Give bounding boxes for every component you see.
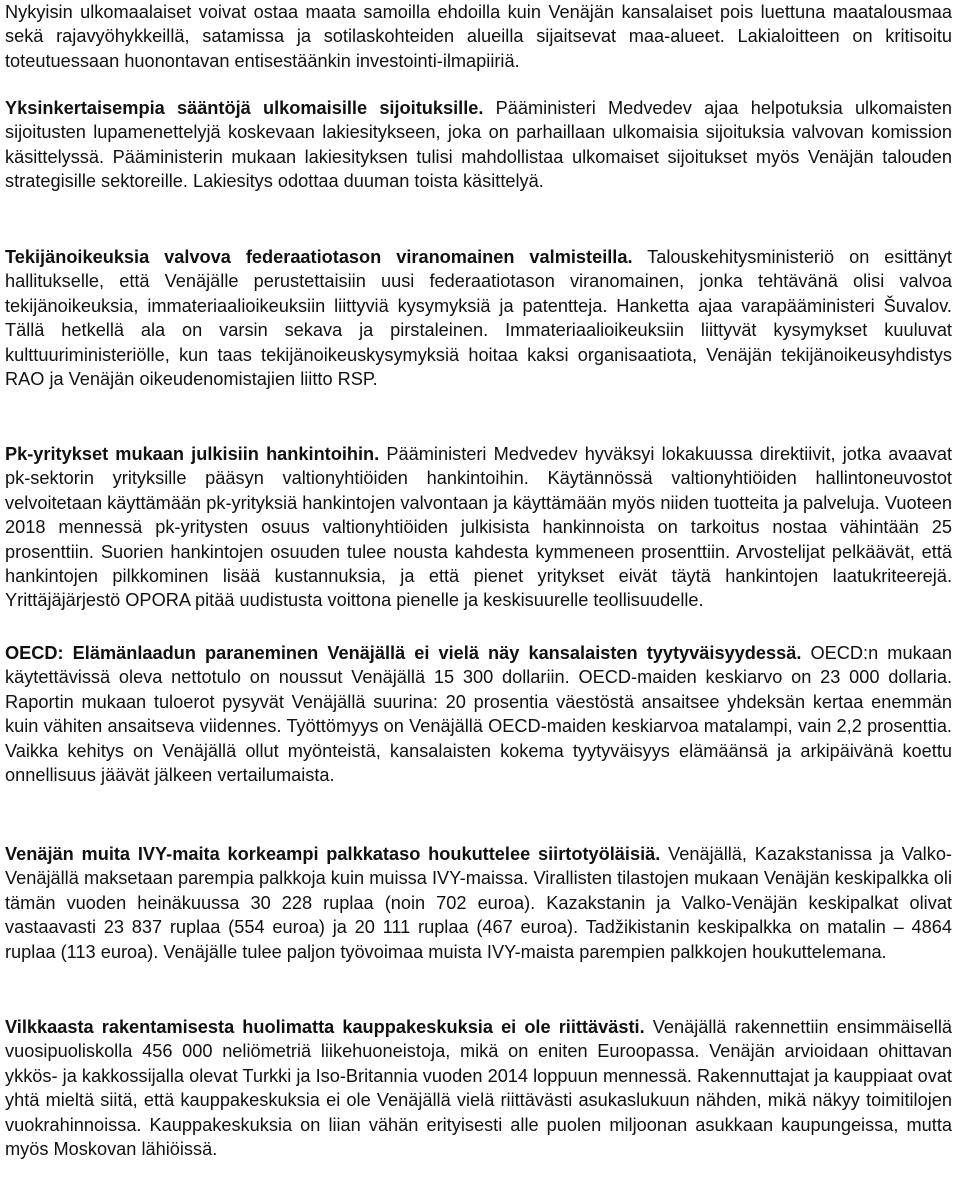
section-heading: Venäjän muita IVY-maita korkeampi palkkataso houkuttelee siirtotyöläisiä.	[5, 844, 661, 864]
section-heading: Pk-yritykset mukaan julkisiin hankintoihin.	[5, 444, 380, 464]
section-kauppakeskukset	[5, 1015, 952, 1161]
section-yksinkertaisempia	[5, 96, 952, 194]
section-body: Talouskehitysministeriö on esittänyt hallitukselle, että Venäjälle perustettaisiin uusi federaatiotason viranomainen, jonka tehtävänä olisi valvoa tekijänoikeuksia, immateriaalioikeuksiin liittyviä kysymyksiä ja patentteja. Hanketta ajaa varapääministeri Šuvalov. Tällä hetkellä ala on varsin sekava ja pirstaleinen. Immateriaalioikeuksiin liittyvät kysymykset kuuluvat kulttuuriministeriölle, kun taas tekijänoikeuskysymyksiä hoitaa kaksi organisaatiota, Venäjän tekijänoikeusyhdistys RAO ja Venäjän oikeudenomistajien liitto RSP.	[5, 247, 952, 390]
section-body: Pääministeri Medvedev ajaa helpotuksia ulkomaisten sijoitusten lupamenettelyjä koskevaan lakiesitykseen, joka on parhaillaan ulkomaisia sijoituksia valvovan komission käsittelyssä. Pääministerin mukaan lakiesityksen tulisi mahdollistaa ulkomaiset sijoitukset myös Venäjän talouden strategisille sektoreille. Lakiesitys odottaa duuman toista käsittelyä.	[5, 98, 952, 192]
section-oecd	[5, 641, 952, 787]
section-body: OECD:n mukaan käytettävissä oleva nettotulo on noussut Venäjällä 15 300 dollariin. OECD-maiden keskiarvo on 23 000 dollaria. Raportin mukaan tuloerot pysyvät Venäjällä suurina: 20 prosentia väestöstä ansaitsee yhdeksän kertaa enemmän kuin vähiten ansaitseva viidennes. Työttömyys on Venäjällä OECD-maiden keskiarvoa matalampi, vain 2,2 prosenttia. Vaikka kehitys on Venäjällä ollut myönteistä, kansalaisten kokema tyytyväisyys elämäänsä ja arkipäivänä koettu onnellisuus jäävät jälkeen vertailumaista.	[5, 643, 953, 786]
section-body: Pääministeri Medvedev hyväksyi lokakuussa direktiivit, jotka avaavat pk-sektorin yrityksille pääsyn valtionyhtiöiden hankintoihin. Käytännössä valtionyhtiöiden hallintoneuvostot velvoitetaan käyttämään pk-yrityksiä hankintojen valvontaan ja käyttämään myös niiden tuotteita ja palveluja. Vuoteen 2018 mennessä pk-yritysten osuus valtionyhtiöiden julkisista hankinnoista on tarkoitus nostaa vähintään 25 prosenttiin. Suorien hankintojen osuuden tulee nousta kahdesta kymmeneen prosenttiin. Arvostelijat pelkäävät, että hankintojen pilkkominen lisää kustannuksia, ja että pienet yritykset eivät täytä hankintojen laatukriteerejä. Yrittäjäjärjestö OPORA pitää uudistusta voittona pienelle ja keskisuurelle teollisuudelle.	[5, 444, 953, 611]
intro-text: Nykyisin ulkomaalaiset voivat ostaa maata samoilla ehdoilla kuin Venäjän kansalaiset pois luettuna maatalousmaa sekä rajavyöhykkeillä, satamissa ja sotilaskohteiden alueilla sijaitsevat maa-alueet. Lakialoitteen on kritisoitu toteutuessaan huonontavan entisestäänkin investointi-ilmapiiriä.	[5, 2, 952, 71]
section-heading: Vilkkaasta rakentamisesta huolimatta kauppakeskuksia ei ole riittävästi.	[5, 1017, 645, 1037]
section-pk-yritykset	[5, 442, 952, 613]
section-heading: Yksinkertaisempia sääntöjä ulkomaisille sijoituksille.	[5, 98, 484, 118]
section-heading: OECD: Elämänlaadun paraneminen Venäjällä ei vielä näy kansalaisten tyytyväisyydessä.	[5, 643, 802, 663]
section-palkkataso	[5, 842, 952, 964]
section-body: Venäjällä rakennettiin ensimmäisellä vuosipuoliskolla 456 000 neliömetriä liikehuoneistoja, mikä on eniten Euroopassa. Venäjän arvioidaan ohittavan ykkös- ja kakkossijalla olevat Turkki ja Iso-Britannia vuoden 2014 loppuun mennessä. Rakennuttajat ja kauppiaat ovat yhtä mieltä siitä, että kauppakeskuksia ei ole Venäjällä vielä riittävästi asukaslukuun nähden, mikä näkyy toimitilojen vuokrahinnoissa. Kauppakeskuksia on liian vähän erityisesti alle puolen miljoonan asukkaan kaupungeissa, mutta myös Moskovan lähiöissä.	[5, 1017, 952, 1160]
section-tekijanoikeuksia	[5, 245, 952, 391]
section-heading: Tekijänoikeuksia valvova federaatiotason viranomainen valmisteilla.	[5, 247, 633, 267]
intro-paragraph	[5, 0, 952, 73]
section-body: Venäjällä, Kazakstanissa ja Valko-Venäjällä maksetaan parempia palkkoja kuin muissa IVY-maissa. Virallisten tilastojen mukaan Venäjän keskipalkka oli tämän vuoden heinäkuussa 30 228 ruplaa (noin 702 euroa). Kazakstanin ja Valko-Venäjän keskipalkat olivat vastaavasti 23 837 ruplaa (554 euroa) ja 20 111 ruplaa (467 euroa). Tadžikistanin keskipalkka on matalin – 4864 ruplaa (113 euroa). Venäjälle tulee paljon työvoimaa muista IVY-maista parempien palkkojen houkuttelemana.	[5, 844, 952, 962]
